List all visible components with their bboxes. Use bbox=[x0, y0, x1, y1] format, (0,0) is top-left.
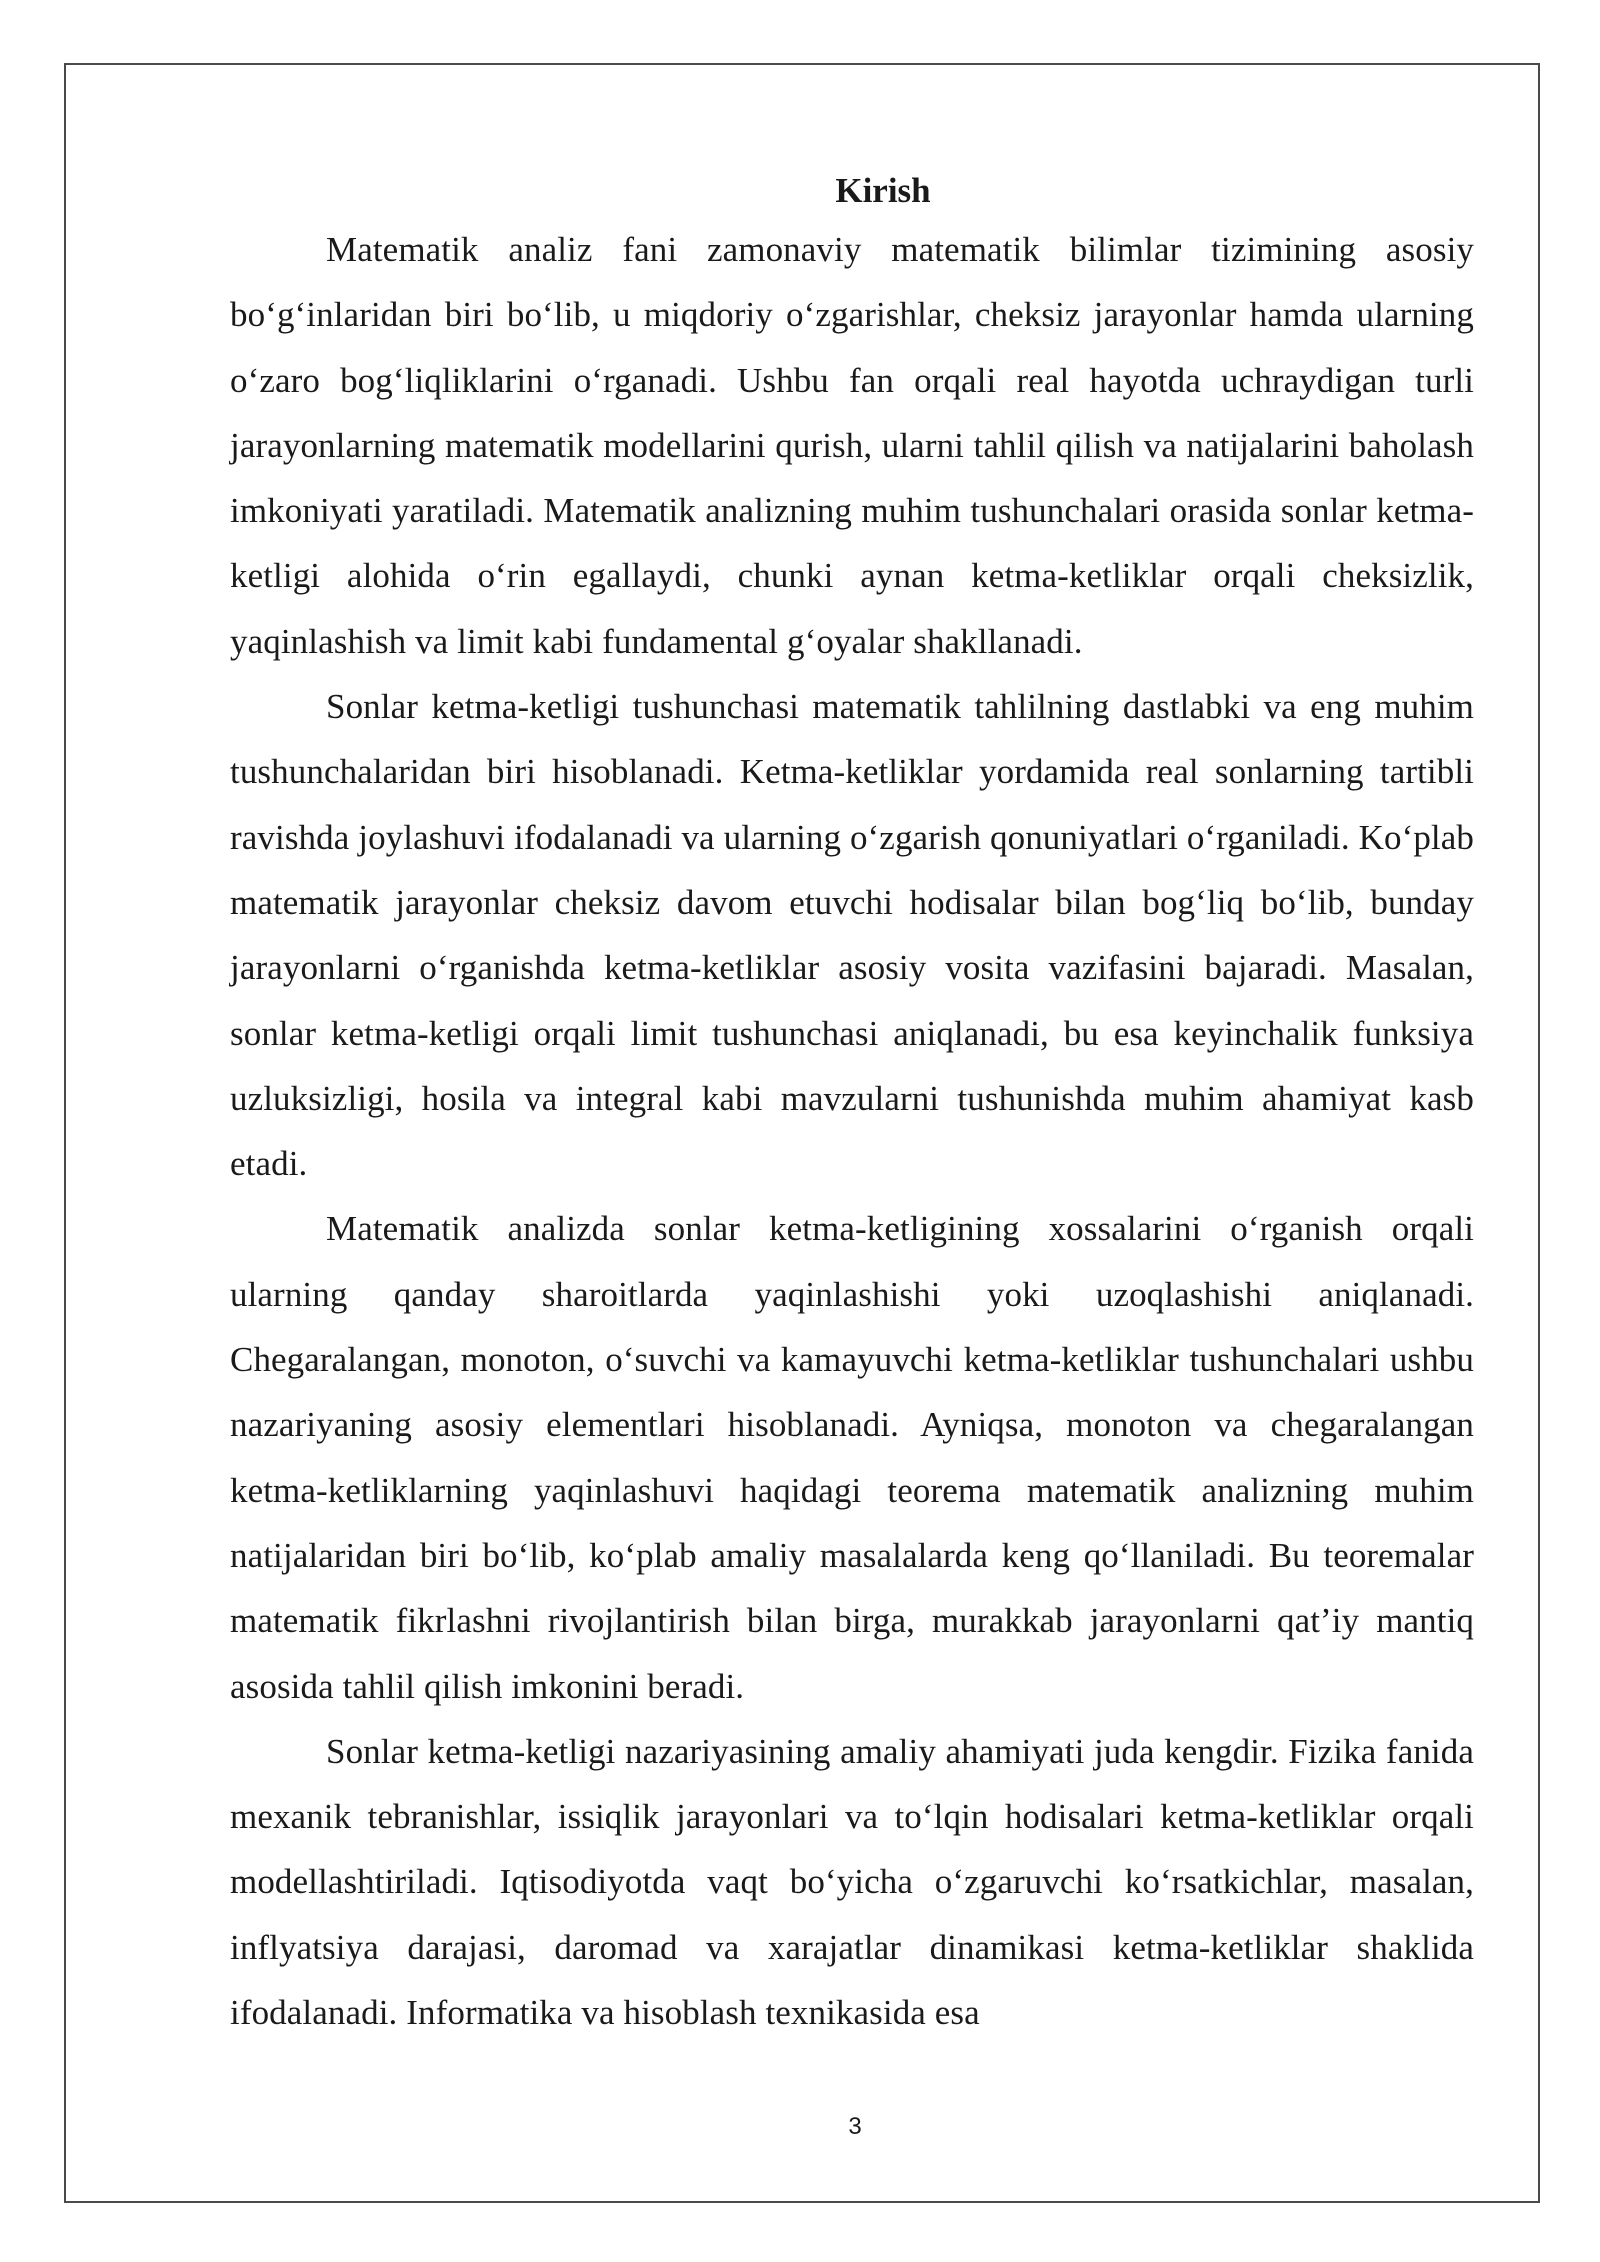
page-number: 3 bbox=[848, 2113, 862, 2140]
paragraph-4: Sonlar ketma-ketligi nazariyasining amaliy ahamiyati juda kengdir. Fizika fanida mexanik tebranishlar, issiqlik jarayonlari va to‘lqin hodisalari ketma-ketliklar orqali modellashtiriladi. Iqtisodiyotda vaqt bo‘yicha o‘zgaruvchi ko‘rsatkichlar, masalan, inflyatsiya darajasi, daromad va xarajatlar dinamikasi ketma-ketliklar shaklida ifodalanadi. Informatika va hisoblash texnikasida esa bbox=[230, 1731, 1474, 2033]
document-body bbox=[230, 165, 1474, 2045]
paragraph-2: Sonlar ketma-ketligi tushunchasi matematik tahlilning dastlabki va eng muhim tushunchalaridan biri hisoblanadi. Ketma-ketliklar yordamida real sonlarning tartibli ravishda joylashuvi ifodalanadi va ularning o‘zgarish qonuniyatlari o‘rganiladi. Ko‘plab matematik jarayonlar cheksiz davom etuvchi hodisalar bilan bog‘liq bo‘lib, bunday jarayonlarni o‘rganishda ketma-ketliklar asosiy vosita vazifasini bajaradi. Masalan, sonlar ketma-ketligi orqali limit tushunchasi aniqlanadi, bu esa keyinchalik funksiya uzluksizligi, hosila va integral kabi mavzularni tushunishda muhim ahamiyat kasb etadi. bbox=[230, 687, 1474, 1184]
section-heading: Kirish bbox=[835, 171, 931, 210]
paragraph-1: Matematik analiz fani zamonaviy matematik bilimlar tizimining asosiy bo‘g‘inlaridan biri bo‘lib, u miqdoriy o‘zgarishlar, cheksiz jarayonlar hamda ularning o‘zaro bog‘liqliklarini o‘rganadi. Ushbu fan orqali real hayotda uchraydigan turli jarayonlarning matematik modellarini qurish, ularni tahlil qilish va natijalarini baholash imkoniyati yaratiladi. Matematik analizning muhim tushunchalari orasida sonlar ketma-ketligi alohida o‘rin egallaydi, chunki aynan ketma-ketliklar orqali cheksizlik, yaqinlashish va limit kabi fundamental g‘oyalar shakllanadi. bbox=[230, 230, 1474, 661]
paragraph-3: Matematik analizda sonlar ketma-ketligining xossalarini o‘rganish orqali ularning qanday sharoitlarda yaqinlashishi yoki uzoqlashishi aniqlanadi. Chegaralangan, monoton, o‘suvchi va kamayuvchi ketma-ketliklar tushunchalari ushbu nazariyaning asosiy elementlari hisoblanadi. Ayniqsa, monoton va chegaralangan ketma-ketliklarning yaqinlashuvi haqidagi teorema matematik analizning muhim natijalaridan biri bo‘lib, ko‘plab amaliy masalalarda keng qo‘llaniladi. Bu teoremalar matematik fikrlashni rivojlantirish bilan birga, murakkab jarayonlarni qat’iy mantiq asosida tahlil qilish imkonini beradi. bbox=[230, 1209, 1474, 1706]
